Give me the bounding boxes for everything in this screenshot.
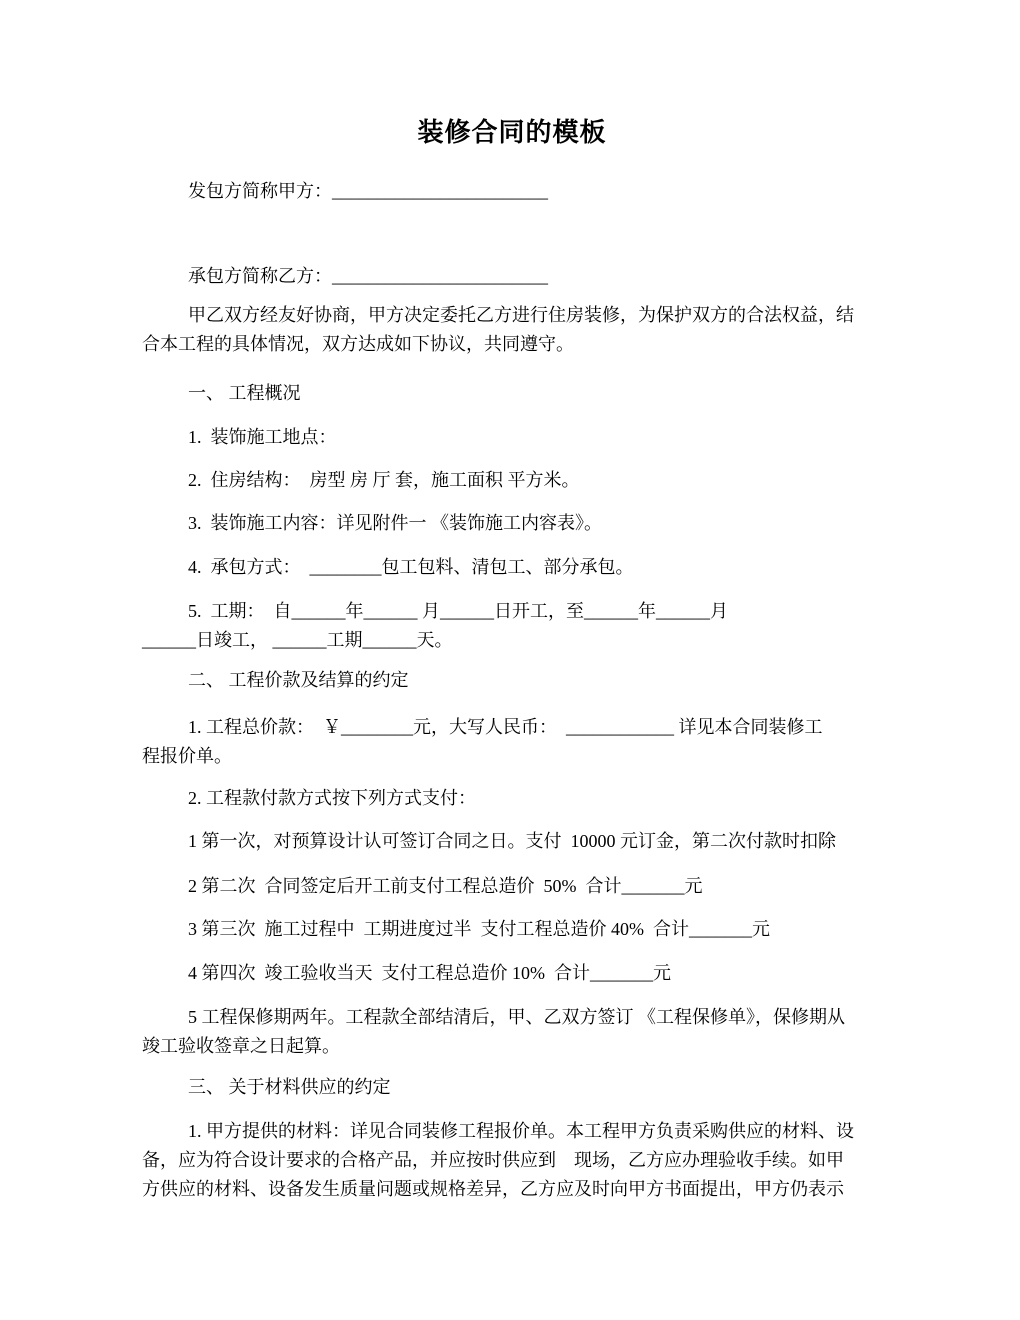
period-line-1: 5. 工期： 自______年______ 月______日开工，至______年______月 (188, 601, 728, 621)
item-construction-period (142, 597, 962, 655)
section-2-heading: 二、 工程价款及结算的约定 (188, 670, 409, 690)
party-b-line (142, 262, 962, 291)
party-b-label: 承包方简称乙方： (188, 266, 332, 286)
total-price-line-2: 程报价单。 (142, 746, 232, 766)
intro-line-1: 甲乙双方经友好协商，甲方决定委托乙方进行住房装修，为保护双方的合法权益，结 (188, 305, 854, 325)
payment-first: 1 第一次，对预算设计认可签订合同之日。支付 10000 元订金，第二次付款时扣除 (188, 831, 836, 851)
party-a-blank-line: ________________________ (332, 181, 548, 201)
item-payment-method: 2. 工程款付款方式按下列方式支付： (188, 788, 476, 808)
period-line-2: ______日竣工， ______工期______天。 (142, 630, 453, 650)
intro-line-2: 合本工程的具体情况，双方达成如下协议，共同遵守。 (142, 334, 574, 354)
section-1-heading: 一、 工程概况 (188, 383, 301, 403)
warranty-line-1: 5 工程保修期两年。工程款全部结清后，甲、乙双方签订 《工程保修单》，保修期从 (188, 1007, 845, 1027)
payment-third: 3 第三次 施工过程中 工期进度过半 支付工程总造价 40% 合计_______元 (188, 919, 770, 939)
payment-fourth: 4 第四次 竣工验收当天 支付工程总造价 10% 合计_______元 (188, 963, 671, 983)
party-a-line (142, 177, 962, 206)
warranty-clause (142, 1003, 962, 1061)
intro-paragraph (142, 301, 962, 359)
section-3-heading: 三、 关于材料供应的约定 (188, 1077, 391, 1097)
item-total-price (142, 713, 962, 771)
materials-line-3: 方供应的材料、设备发生质量问题或规格差异，乙方应及时向甲方书面提出，甲方仍表示 (142, 1179, 844, 1199)
item-construction-content: 3. 装饰施工内容：详见附件一 《装饰施工内容表》。 (188, 513, 602, 533)
item-construction-site: 1. 装饰施工地点： (188, 427, 337, 447)
materials-line-1: 1. 甲方提供的材料：详见合同装修工程报价单。本工程甲方负责采购供应的材料、设 (188, 1121, 854, 1141)
party-a-label: 发包方简称甲方： (188, 181, 332, 201)
party-b-blank-line: ________________________ (332, 266, 548, 286)
payment-second: 2 第二次 合同签定后开工前支付工程总造价 50% 合计_______元 (188, 876, 703, 896)
document-title: 装修合同的模板 (417, 118, 607, 147)
materials-line-2: 备，应为符合设计要求的合格产品，并应按时供应到 现场，乙方应办理验收手续。如甲 (142, 1150, 844, 1170)
total-price-line-1: 1. 工程总价款： ￥________元，大写人民币： ____________ 详见本合同装修工 (188, 717, 823, 737)
item-materials-provided (142, 1117, 962, 1204)
warranty-line-2: 竣工验收签章之日起算。 (142, 1036, 340, 1056)
item-housing-structure: 2. 住房结构： 房型 房 厅 套，施工面积 平方米。 (188, 470, 580, 490)
item-contract-method: 4. 承包方式： ________包工包料、清包工、部分承包。 (188, 557, 634, 577)
